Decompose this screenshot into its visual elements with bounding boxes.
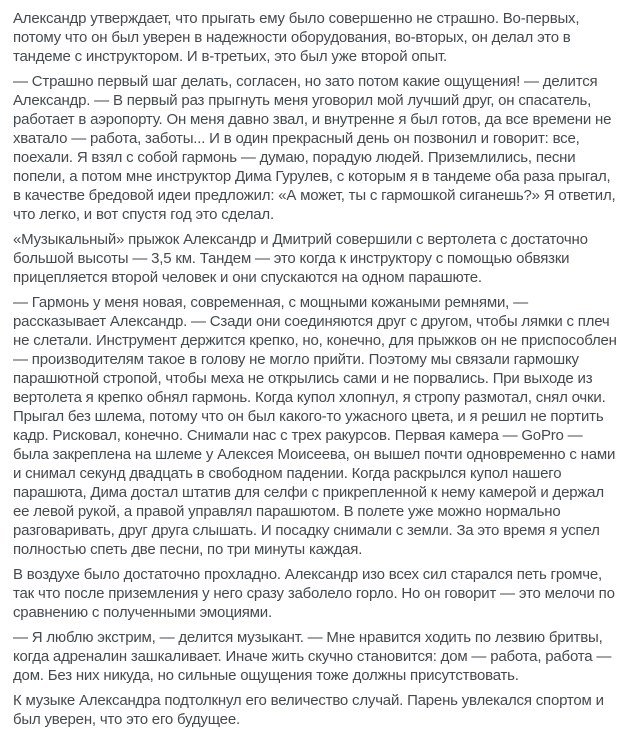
paragraph-quote-extreme: — Я люблю экстрим, — делится музыкант. — Мне нравится ходить по лезвию бритвы, когда адреналин зашкаливает. Иначе жить скучно становится: дом — работа, работа — дом. Без них никуда, но сильные ощущения тоже должны присутствовать. (13, 629, 612, 684)
paragraph-cold-air: В воздухе было достаточно прохладно. Александр изо всех сил старался петь громче, так что после приземления у него сразу заболело горло. Но он говорит — это мелочи по сравнению с полученными эмоциями. (13, 566, 615, 621)
paragraph-quote-accordion: — Гармонь у меня новая, современная, с мощными кожаными ремнями, — рассказывает Александр. — Сзади они соединяются друг с другом, чтобы лямки с плеч не слетали. Инструмент держится крепко, но, конечно, для прыжков он не приспособлен — производителям такое в голову не могло прийти. Поэтому мы связали гармошку парашютной стропой, чтобы меха не открылись сами и не порвались. При выходе из вертолета я крепко обнял гармонь. Когда купол хлопнул, я стропу размотал, снял очки. Прыгал без шлема, потому что он был какого-то ужасного цвета, и я решил не портить кадр. Рисковал, конечно. Снимали нас с трех ракурсов. Первая камера — GoPro — была закреплена на шлеме у Алексея Моисеева, он вышел почти одновременно с нами и снимал секунд двадцать в свободном падении. Когда раскрылся купол нашего парашюта, Дима достал штатив для селфи с прикрепленной к нему камерой и держал ее левой рукой, а правой управлял парашютом. В полете уже можно нормально разговаривать, друг друга слышать. И посадку снимали с земли. За это время я успел полностью спеть две песни, по три минуты каждая. (13, 294, 617, 558)
paragraph-jump-details: «Музыкальный» прыжок Александр и Дмитрий совершили с вертолета с достаточно большой высоты — 3,5 км. Тандем — это когда к инструктору с помощью обвязки прицепляется второй человек и они спускаются на одном парашюте. (13, 231, 588, 286)
paragraph-quote-first-jump: — Страшно первый шаг делать, согласен, но зато потом какие ощущения! — делится Александр. — В первый раз прыгнуть меня уговорил мой лучший друг, он спасатель, работает в аэропорту. Он меня давно звал, и внутренне я был готов, да все времени не хватало — работа, заботы... И в один прекрасный день он позвонил и говорит: все, поехали. Я взял с собой гармонь — думаю, порадую людей. Приземлились, песни попели, а потом мне инструктор Дима Гурулев, с которым я в тандеме оба раза прыгал, в качестве бредовой идеи предложил: «А может, ты с гармошкой сиганешь?» Я ответил, что легко, и вот спустя год это сделал. (13, 73, 616, 223)
paragraph-intro: Александр утверждает, что прыгать ему было совершенно не страшно. Во-первых, потому что он был уверен в надежности оборудования, во-вторых, он делал это в тандеме с инструктором. И в-третьих, это был уже второй опыт. (13, 10, 580, 65)
paragraph-music-beginning: К музыке Александра подтолкнул его величество случай. Парень увлекался спортом и был уверен, что это его будущее. (13, 692, 604, 728)
